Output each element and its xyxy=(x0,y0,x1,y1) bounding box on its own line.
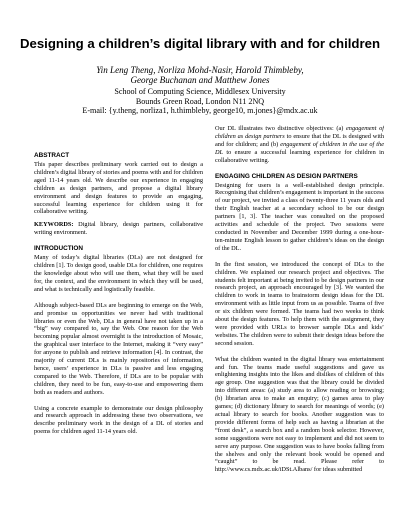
engaging-paragraph-3: What the children wanted in the digital library was entertainment and fun. The teams made useful suggestions and gave us enlightening insights into the likes and dislikes of children of this age group. One suggestion was that the library could be divided into different areas: (a) study area to allow reading or browsing; (b) librarian area to make an enquiry; (c) games area to play games; (d) dictionary library to search for meanings of words; (e) actual library to search for books. Another suggestion was to provide different forms of help such as having a librarian at the “front desk”, a search box and a random book selector. However, some suggestions were not easy to implement and did not seem to serve any purpose. One suggestion was to have books falling from the shelves and only the relevant book would be opened and “caught” to be read. Please refer to http://www.cs.mdx.ac.uk/iDSt.Albans/ for ideas submitted xyxy=(215,355,384,474)
affiliation-address: Bounds Green Road, London N11 2NQ xyxy=(135,96,265,106)
affiliation xyxy=(0,87,400,116)
introduction-paragraph-1: Many of today’s digital libraries (DLs) are not designed for children [1]. To design good, usable DLs for children, one requires the knowledge about who will use them, what they will be used for, the context, and the environment in which they will be used, and what is technically and logistically feasible. xyxy=(34,254,203,293)
objective-a: engagement of children as design partners xyxy=(215,125,384,140)
author-line-2: George Buchanan and Matthew Jones xyxy=(130,75,270,85)
introduction-heading: INTRODUCTION xyxy=(34,245,83,253)
keywords-text: Digital library, design partners, collaborative writing environment. xyxy=(34,221,203,237)
objective-b: engagement of children in the use of the DL xyxy=(215,140,384,156)
engaging-paragraph-1: Designing for users is a well-established design principle. Recognising that children’s engagement is important in the success of our project, we invited a class of twenty-three 11 years olds and their English teacher at a secondary school to be our design partners [1, 3]. The teacher was consulted on the proposed activities and schedule of the project. Two sessions were conducted in November and December 1999 during a one-hour-ten-minute English lesson to gather children’s ideas on the design of the DL. xyxy=(215,181,384,252)
affiliation-school: School of Computing Science, Middlesex University xyxy=(114,87,286,96)
left-column xyxy=(34,152,203,514)
objectives-paragraph xyxy=(215,125,384,165)
engaging-heading: ENGAGING CHILDREN AS DESIGN PARTNERS xyxy=(215,172,358,180)
objectives-lead: Our DL illustrates two distinctive objectives: (a) xyxy=(215,125,344,132)
engaging-paragraph-2: In the first session, we introduced the concept of DLs to the children. We explained our research project and objectives. The students felt important at being invited to be design partners in our research project, an approach encouraged by [3]. We wanted the children to work in teams to brainstorm design ideas for the DL environment with as little input from us as possible. Teams of five or six children were formed. The teams had two weeks to think about the design features. To help them with the assignment, they were provided with URLs to browser sample DLs and kids’ websites. The children were to submit their design ideas before the second session. xyxy=(215,260,384,347)
objectives-tail: to ensure a successful learning experience for children in collaborative writing. xyxy=(215,148,384,164)
keywords-label: KEYWORDS: xyxy=(34,221,74,229)
abstract-heading: ABSTRACT xyxy=(34,152,70,159)
introduction-paragraph-3: Using a concrete example to demonstrate our design philosophy and research approach in addressing these two observations, we describe preliminary work in the design of a DL of stories and poems for children aged 11-14 years old. xyxy=(34,404,203,436)
paper-title: Designing a children’s digital library with and for children xyxy=(19,36,381,51)
abstract-text: This paper describes preliminary work carried out to design a children’s digital library of stories and poems with and for children aged 11-14 years old. We describe our experience in engaging children as design partners, and propose a digital library environment and design features to provide an engaging, successful learning experience for children using it for collaborative writing. xyxy=(34,161,203,216)
author-list xyxy=(0,65,400,85)
introduction-paragraph-2: Although subject-based DLs are beginning to emerge on the Web, and promise us opportunities we never had with traditional libraries or even the Web, DLs in general have not taken up in a “big” way compared to, say the Web. One reason for the Web becoming popular almost overnight is the introduction of Mosaic, the graphical user interface to the Internet, making it “very easy” for anyone to publish and retrieve information [4]. In contrast, the majority of current DLs is mainly repositories of information, hence, users’ experience in DLs is passive and less engaging compared to the Web. Therefore, if DLs are to be popular with children, they need to be fun, easy-to-use and empowering them both as readers and authors. xyxy=(34,301,203,396)
right-column xyxy=(215,125,384,514)
affiliation-email: E-mail: {y.theng, norliza1, h.thimbleby, george10, m.jones}@mdx.ac.uk xyxy=(82,106,318,116)
keywords xyxy=(34,221,203,237)
objectives-mid: to ensure that the DL is designed with and for children; and (b) xyxy=(215,132,384,148)
author-line-1: Yin Leng Theng, Norliza Mohd-Nasir, Harold Thimbleby, xyxy=(96,65,304,75)
